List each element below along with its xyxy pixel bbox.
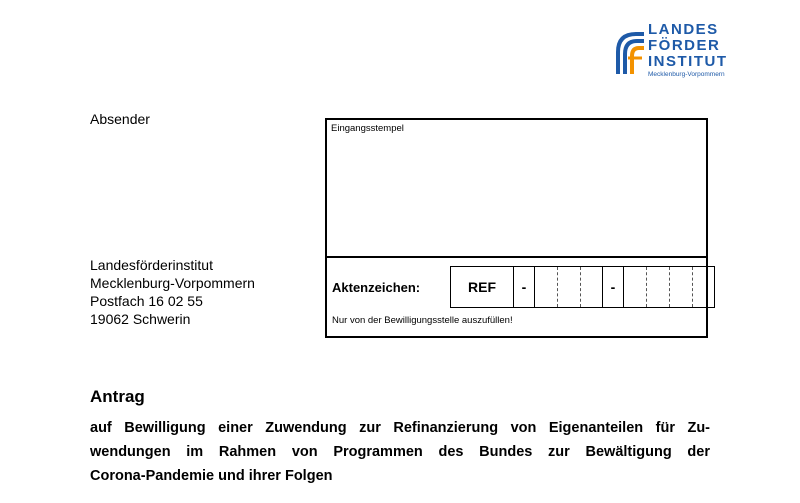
- aktenzeichen-digit-slot[interactable]: [534, 267, 557, 307]
- stamp-label: Eingangsstempel: [331, 123, 404, 134]
- logo-arcs-icon: [614, 28, 648, 76]
- aktenzeichen-digit-slot[interactable]: [669, 267, 692, 307]
- aktenzeichen-digit-slot[interactable]: [692, 267, 715, 307]
- recipient-line-4: 19062 Schwerin: [90, 311, 191, 327]
- aktenzeichen-prefix: REF: [450, 267, 514, 307]
- description-line-3: Corona-Pandemie und ihrer Folgen: [90, 468, 333, 484]
- recipient-address: [90, 256, 255, 328]
- aktenzeichen-digit-slot[interactable]: [580, 267, 603, 307]
- aktenzeichen-note: Nur von der Bewilligungsstelle auszufüllen!: [332, 315, 513, 326]
- logo-line-1: LANDES: [648, 21, 719, 38]
- sender-label: Absender: [90, 111, 150, 127]
- recipient-line-3: Postfach 16 02 55: [90, 293, 203, 309]
- aktenzeichen-label: Aktenzeichen:: [332, 280, 421, 295]
- recipient-line-2: Mecklenburg-Vorpommern: [90, 275, 255, 291]
- aktenzeichen-digit-slot[interactable]: [646, 267, 669, 307]
- document-description: [90, 416, 710, 488]
- logo-line-2: FÖRDER: [648, 37, 721, 54]
- description-line-1: auf Bewilligung einer Zuwendung zur Refinanzierung von Eigenanteilen für Zu-: [90, 420, 710, 436]
- recipient-line-1: Landesförderinstitut: [90, 257, 213, 273]
- institute-logo: [614, 21, 728, 82]
- aktenzeichen-separator-2: -: [610, 279, 616, 295]
- aktenzeichen-digit-slot[interactable]: [623, 267, 646, 307]
- document-title: Antrag: [90, 387, 145, 406]
- logo-line-3: INSTITUT: [648, 53, 728, 70]
- receipt-stamp-box: [325, 118, 708, 338]
- stamp-divider: [327, 256, 706, 258]
- logo-subtitle: Mecklenburg-Vorpommern: [648, 71, 725, 78]
- description-line-2: wendungen im Rahmen von Programmen des Bundes zur Bewältigung der: [90, 444, 710, 460]
- aktenzeichen-digit-slot[interactable]: [557, 267, 580, 307]
- aktenzeichen-separator-1: -: [521, 279, 527, 295]
- aktenzeichen-field: [450, 266, 715, 308]
